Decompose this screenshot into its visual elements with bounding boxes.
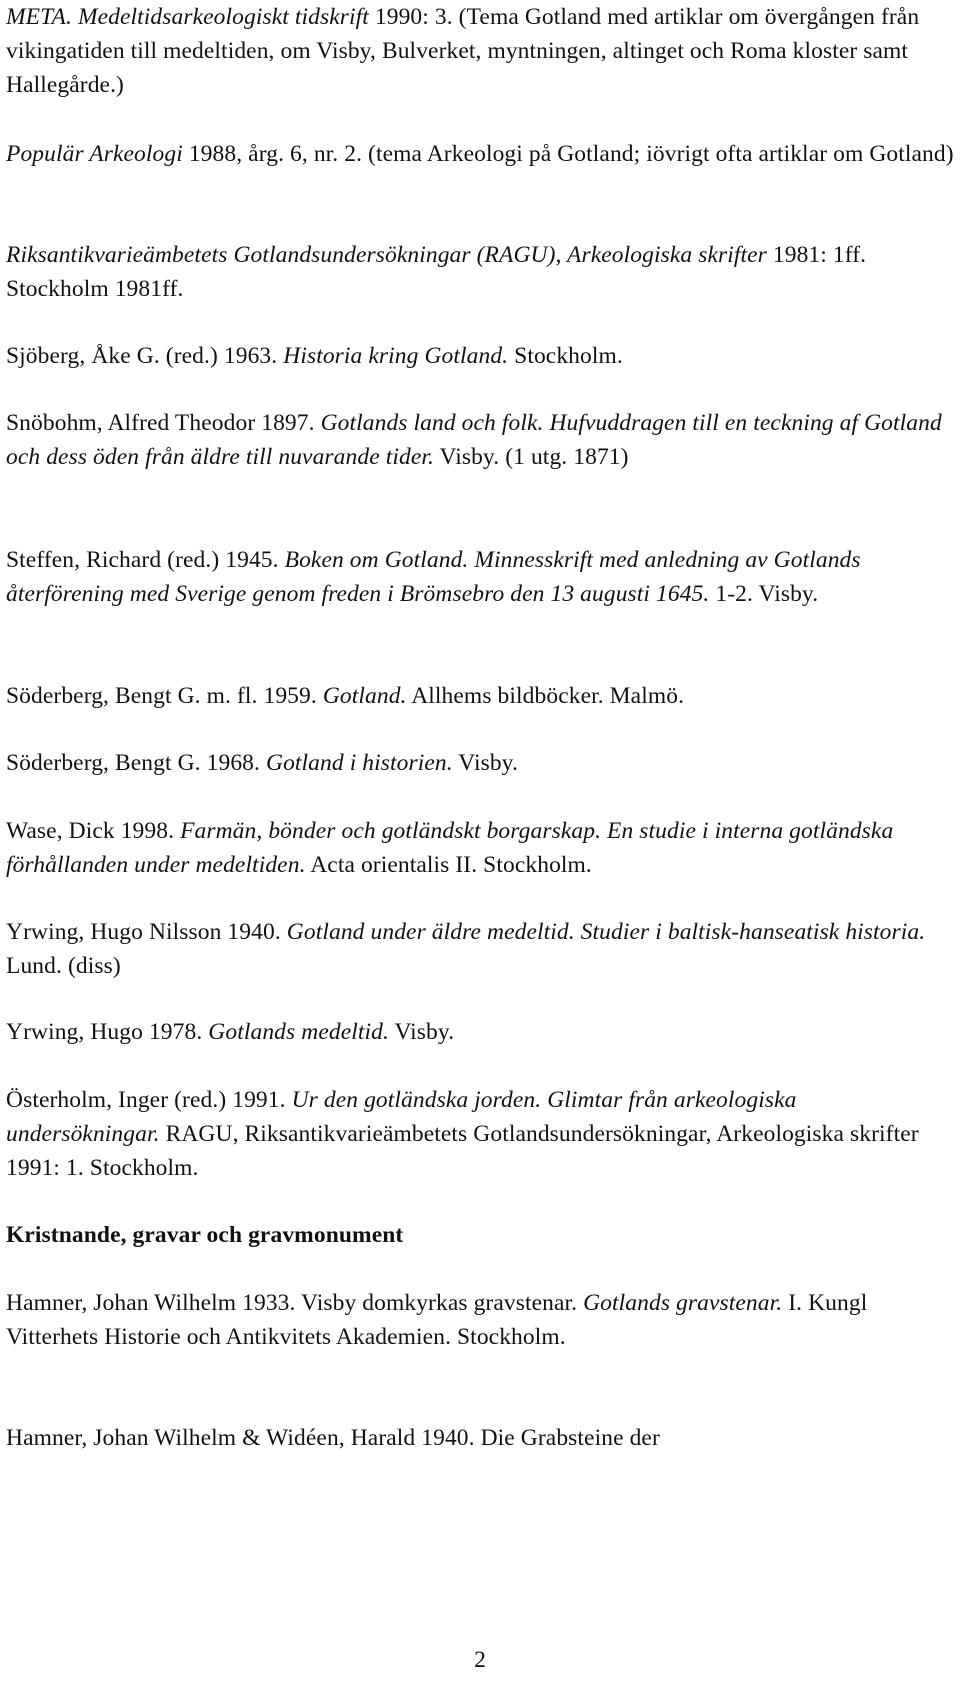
plain-text: Snöbohm, Alfred Theodor 1897. [6, 410, 321, 436]
bibliography-entry-hamner-1940 [6, 1421, 954, 1455]
italic-text: Farmän, bönder och gotländskt borgarskap. En studie i interna gotländska förhållanden under medeltiden. [6, 818, 894, 878]
plain-text: 1990: 3. (Tema Gotland med artiklar om övergången från vikingatiden till medeltiden, om Visby, Bulverket, myntningen, altinget och Roma kloster samt Hallegårde.) [6, 4, 920, 98]
italic-text: Gotland. [322, 683, 407, 709]
plain-text: Sjöberg, Åke G. (red.) 1963. [6, 343, 284, 369]
bibliography-entry-meta [6, 0, 954, 102]
bibliography-entry-yrwing-1978 [6, 1015, 954, 1049]
plain-text: 1-2. Visby. [709, 581, 819, 607]
italic-text: Gotlands gravstenar. [583, 1290, 783, 1316]
plain-text: Österholm, Inger (red.) 1991. [6, 1087, 292, 1113]
plain-text: 1988, årg. 6, nr. 2. (tema Arkeologi på Gotland; iövrigt ofta artiklar om Gotland) [182, 141, 954, 167]
plain-text: Steffen, Richard (red.) 1945. [6, 547, 285, 573]
bibliography-entry-yrwing-1940 [6, 915, 954, 983]
plain-text: Söderberg, Bengt G. m. fl. 1959. [6, 683, 323, 709]
page-number: 2 [474, 1647, 486, 1673]
plain-text: RAGU, Riksantikvarieämbetets Gotlandsundersökningar, Arkeologiska skrifter 1991: 1. Stockholm. [6, 1121, 919, 1181]
italic-text: Boken om Gotland. Minnesskrift med anledning av Gotlands återförening med Sverige genom freden i Brömsebro den 13 augusti 1645. [6, 547, 861, 607]
bibliography-entry-soderberg-1959 [6, 679, 954, 713]
bibliography-entry-popular-arkeologi [6, 137, 954, 171]
plain-text: Stockholm. [508, 343, 623, 369]
plain-text: 1981: 1ff. Stockholm 1981ff. [6, 242, 867, 302]
bibliography-entry-sjoberg [6, 339, 954, 373]
plain-text: Hamner, Johan Wilhelm & Widéen, Harald 1940. Die Grabsteine der [6, 1425, 660, 1451]
italic-text: Riksantikvarieämbetets Gotlandsundersökningar (RAGU), Arkeologiska skrifter [6, 242, 767, 268]
plain-text: Acta orientalis II. Stockholm. [305, 852, 592, 878]
italic-text: META. Medeltidsarkeologiskt tidskrift [6, 4, 369, 30]
italic-text: Gotlands medeltid. [208, 1019, 389, 1045]
italic-text: Gotland under äldre medeltid. Studier i baltisk-hanseatisk historia. [286, 919, 926, 945]
bibliography-entry-snobohm [6, 406, 954, 474]
section-heading [6, 1218, 954, 1252]
plain-text: Visby. (1 utg. 1871) [434, 444, 629, 470]
plain-text: Söderberg, Bengt G. 1968. [6, 750, 266, 776]
plain-text: Visby. [452, 750, 518, 776]
italic-text: Ur den gotländska jorden. Glimtar från arkeologiska undersökningar. [6, 1087, 797, 1147]
bibliography-entry-hamner-1933 [6, 1286, 954, 1354]
bibliography-entry-wase [6, 814, 954, 882]
plain-text: Kristnande, gravar och gravmonument [6, 1222, 404, 1248]
bibliography-entry-steffen [6, 543, 954, 611]
plain-text: Allhems bildböcker. Malmö. [406, 683, 685, 709]
italic-text: Historia kring Gotland. [283, 343, 509, 369]
italic-text: Gotland i historien. [266, 750, 453, 776]
plain-text: Hamner, Johan Wilhelm 1933. Visby domkyrkas gravstenar. [6, 1290, 584, 1316]
plain-text: Visby. [388, 1019, 455, 1045]
plain-text: I. Kungl Vitterhets Historie och Antikvitets Akademien. Stockholm. [6, 1290, 868, 1350]
italic-text: Populär Arkeologi [6, 141, 183, 167]
plain-text: Yrwing, Hugo Nilsson 1940. [6, 919, 287, 945]
plain-text: Wase, Dick 1998. [6, 818, 181, 844]
bibliography-entry-osterholm [6, 1083, 954, 1185]
plain-text: Lund. (diss) [6, 953, 121, 979]
bibliography-entry-ragu [6, 238, 954, 306]
bibliography-entry-soderberg-1968 [6, 746, 954, 780]
italic-text: Gotlands land och folk. Hufvuddragen till en teckning af Gotland och dess öden från äldre till nuvarande tider. [6, 410, 942, 470]
plain-text: Yrwing, Hugo 1978. [6, 1019, 209, 1045]
